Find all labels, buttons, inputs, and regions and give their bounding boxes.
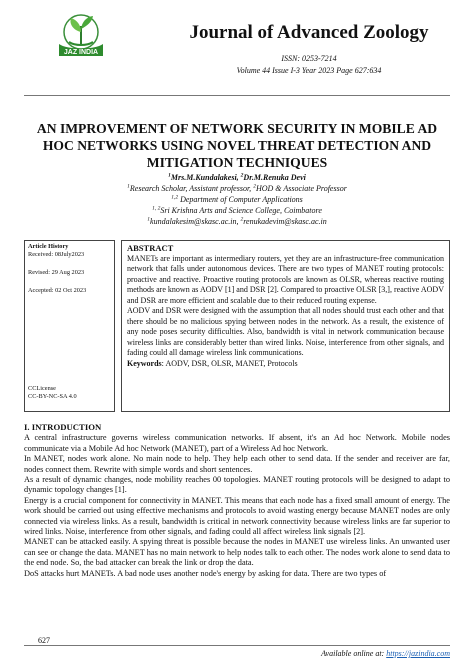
article-history-box bbox=[24, 240, 115, 412]
intro-paragraph: As a result of dynamic changes, node mobility reaches 00 topologies. MANET routing protocols will be designed to adapt to dynamic topology changes [1]. bbox=[24, 475, 450, 495]
available-label: Available online at: bbox=[321, 649, 387, 658]
abstract-box bbox=[121, 240, 450, 412]
author-1: Mrs.M.Kundalakesi, bbox=[170, 173, 241, 182]
emails bbox=[24, 217, 450, 227]
role-sup-2: 2 bbox=[253, 183, 256, 190]
abstract-paragraph-1: MANETs are important as intermediary routers, yet they are an infrastructure-free communication network that falls under autonomous devices. There are two types of MANET routing protocols: proactive and reactive. Proactive routing protocols are known as OLSR, whereas reactive routing methods are known as AODV [1] and DSR [2]. Compared to proactive OLSR [3,], reactive AODV and DSR are more efficient and scalable due to their reduced routing expense. bbox=[127, 253, 444, 305]
issn: ISSN: 0253-7214 bbox=[281, 54, 337, 63]
intro-paragraph: Energy is a crucial component for connectivity in MANET. This means that each node has a fixed small amount of energy. The work should be carried out using effective mechanisms and protocols to avoid wasting energy because MANET nodes are only connected via wireless links. As a result, bandwidth is critical in network connectivity because wireless links are far superior to wired links. Noise, interference from other signals, and fading could all affect wireless link signals [2]. bbox=[24, 495, 450, 537]
header-divider bbox=[24, 95, 450, 96]
author-roles bbox=[24, 184, 450, 194]
page-number: 627 bbox=[38, 636, 50, 645]
intro-paragraph: MANET can be attacked easily. A spying threat is possible because the nodes in MANET use wireless links. An unwanted user can see or change the data. MANET has no main network to help nodes talk to each other. The nodes work alone to send data to the end node. So, the bad attacker can break the link or drop the data. bbox=[24, 537, 450, 568]
email-1[interactable]: kundalakesim@skasc.ac.in, bbox=[150, 217, 241, 226]
department-text: Department of Computer Applications bbox=[178, 195, 303, 204]
department bbox=[24, 195, 450, 205]
paper-title: AN IMPROVEMENT OF NETWORK SECURITY IN MOBILE AD HOC NETWORKS USING NOVEL THREAT DETECTION AND MITIGATION TECHNIQUES bbox=[36, 121, 438, 170]
college-sup: 1, 2 bbox=[152, 205, 161, 212]
available-online bbox=[280, 649, 450, 658]
jaz-india-logo-icon bbox=[47, 10, 115, 70]
college-text: Sri Krishna Arts and Science College, Coimbatore bbox=[160, 206, 322, 215]
volume-line: Volume 44 Issue I-3 Year 2023 Page 627:634 bbox=[236, 66, 382, 75]
intro-paragraph: A central infrastructure governs wireless communication networks. If absent, it's an Ad hoc Network. Mobile nodes communicate via a Mobile Ad hoc Network (MANET), part of a Wireless Ad hoc Network. bbox=[24, 433, 450, 453]
author-sup-1: 1 bbox=[168, 172, 171, 179]
author-2: Dr.M.Renuka Devi bbox=[243, 173, 306, 182]
keywords bbox=[127, 359, 444, 370]
role-sup-1: 1 bbox=[127, 183, 130, 190]
abstract-paragraph-2: AODV and DSR were designed with the assumption that all nodes should trust each other and that there should be no malicious spying between nodes in the network. As a result, the existence of any node poses security difficulties. Also, bandwidth is vital in network communication because wireless links are considerably better than wired links. Noise, interference from other signals, and fading could all damage wireless link communications. bbox=[127, 306, 444, 357]
email-sup-2: 2 bbox=[240, 216, 244, 223]
keywords-label: Keywords bbox=[127, 358, 162, 368]
author-sup-2: 2 bbox=[240, 172, 244, 179]
journal-title: Journal of Advanced Zoology bbox=[189, 22, 429, 43]
authors bbox=[24, 173, 450, 183]
svg-text:JAZ INDIA: JAZ INDIA bbox=[63, 49, 99, 56]
article-history-heading: Article History bbox=[28, 243, 69, 250]
license-value: CC-BY-NC-SA 4.0 bbox=[28, 393, 77, 400]
role-2: HOD & Associate Professor bbox=[255, 184, 347, 193]
revised-date: Revised: 29 Aug 2023 bbox=[28, 269, 85, 276]
journal-url-link[interactable]: https://jazindia.com bbox=[386, 649, 450, 658]
journal-logo bbox=[47, 10, 115, 70]
role-1: Research Scholar, Assistant professor, bbox=[129, 184, 254, 193]
introduction-section bbox=[24, 422, 450, 579]
received-date: Received: 08July2023 bbox=[28, 251, 85, 258]
college bbox=[24, 206, 450, 216]
email-2[interactable]: renukadevim@skasc.ac.in bbox=[243, 217, 327, 226]
intro-paragraph: In MANET, nodes work alone. No main node to help. They help each other to send data. If the sender and receiver are far, nodes connect them. Rewrite with simple words and short sentences. bbox=[24, 454, 450, 474]
abstract-heading: ABSTRACT bbox=[127, 243, 174, 253]
keywords-list: : AODV, DSR, OLSR, MANET, Protocols bbox=[161, 358, 298, 368]
license-label: CCLicense bbox=[28, 385, 56, 392]
email-sup-1: 1 bbox=[147, 216, 151, 223]
accepted-date: Accepted: 02 Oct 2023 bbox=[28, 287, 87, 294]
footer-divider bbox=[24, 645, 450, 646]
department-sup: 1,2 bbox=[171, 194, 179, 201]
introduction-heading: I. INTRODUCTION bbox=[24, 422, 102, 432]
intro-paragraph: DoS attacks hurt MANETs. A bad node uses another node's energy by asking for data. There are two types of bbox=[24, 568, 387, 578]
